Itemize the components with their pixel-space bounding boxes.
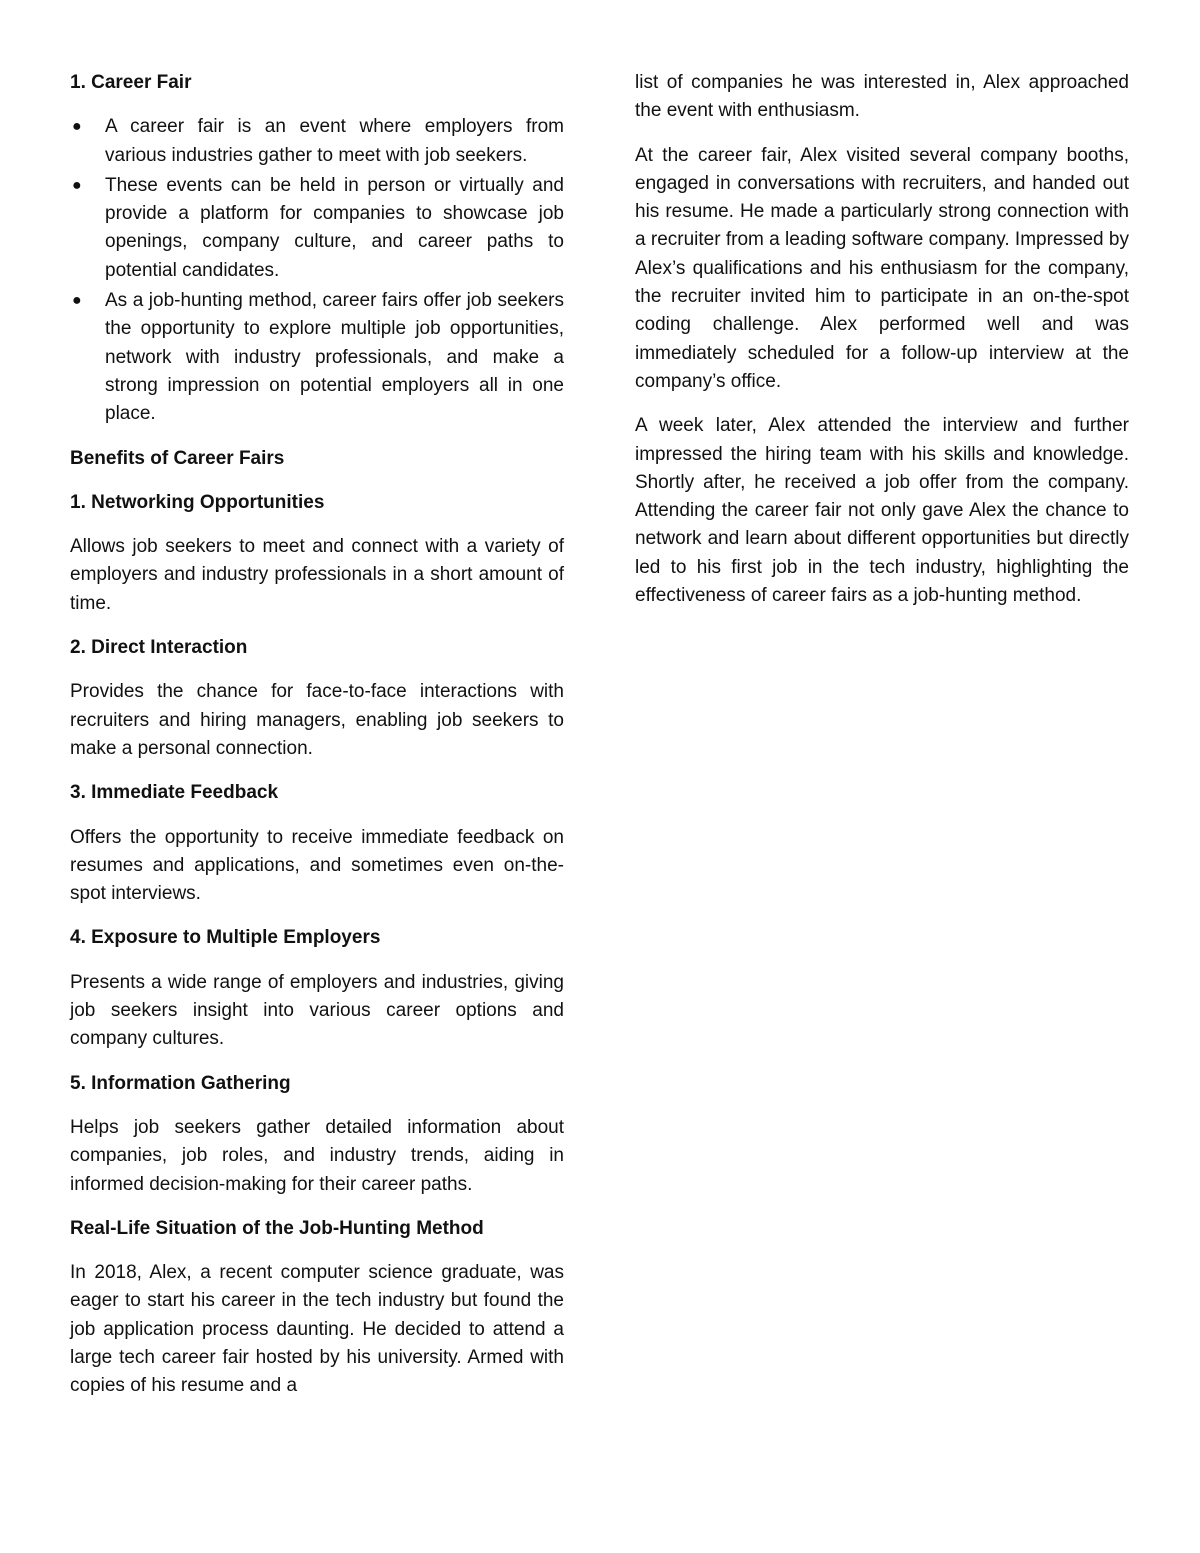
benefit-text-immediate-feedback: Offers the opportunity to receive immediate feedback on resumes and applications, and sometimes even on-the-spot interviews. xyxy=(70,826,564,905)
benefit-text-networking: Allows job seekers to meet and connect with a variety of employers and industry professionals in a short amount of time. xyxy=(70,536,564,614)
benefit-text-direct-interaction: Provides the chance for face-to-face interactions with recruiters and hiring managers, enabling job seekers to make a personal connection. xyxy=(70,681,564,759)
bullet-icon: ● xyxy=(72,292,82,310)
story-paragraph: list of companies he was interested in, Alex approached the event with enthusiasm. xyxy=(635,72,1129,122)
real-life-title: Real-Life Situation of the Job-Hunting Method xyxy=(70,1217,484,1239)
bullet-text: As a job-hunting method, career fairs offer job seekers the opportunity to explore multiple job opportunities, network with industry professionals, and make a strong impression on potential employers all in one place. xyxy=(105,290,564,425)
right-column xyxy=(635,69,1129,626)
bullet-icon: ● xyxy=(72,176,82,194)
bullet-text: These events can be held in person or virtually and provide a platform for companies to showcase job openings, company culture, and career paths to potential candidates. xyxy=(105,174,564,281)
benefit-heading-exposure: 4. Exposure to Multiple Employers xyxy=(70,927,381,949)
list-item xyxy=(70,113,564,170)
story-paragraph: At the career fair, Alex visited several company booths, engaged in conversations with recruiters, and handed out his resume. He made a particularly strong connection with a recruiter from a leading software company. Impressed by Alex’s qualifications and his enthusiasm for the company, the recruiter invited him to participate in an on-the-spot coding challenge. Alex performed well and was immediately scheduled for a follow-up interview at the company’s office. xyxy=(635,144,1129,392)
benefits-title: Benefits of Career Fairs xyxy=(70,447,285,469)
story-paragraph: A week later, Alex attended the interview and further impressed the hiring team with his skills and knowledge. Shortly after, he received a job offer from the company. Attending the career fair not only gave Alex the chance to network and learn about different opportunities but directly led to his first job in the tech industry, highlighting the effectiveness of career fairs as a job-hunting method. xyxy=(635,415,1129,607)
list-item xyxy=(70,287,564,428)
bullet-icon: ● xyxy=(72,118,82,136)
benefit-text-exposure: Presents a wide range of employers and industries, giving job seekers insight into various career options and company cultures. xyxy=(70,971,564,1050)
bullet-list xyxy=(70,113,564,428)
left-column xyxy=(70,69,564,1417)
benefit-heading-networking: 1. Networking Opportunities xyxy=(70,491,325,513)
list-item xyxy=(70,172,564,285)
benefit-heading-information-gathering: 5. Information Gathering xyxy=(70,1072,291,1094)
real-life-intro: In 2018, Alex, a recent computer science graduate, was eager to start his career in the tech industry but found the job application process daunting. He decided to attend a large tech career fair hosted by his university. Armed with copies of his resume and a xyxy=(70,1262,564,1397)
benefit-heading-direct-interaction: 2. Direct Interaction xyxy=(70,637,248,659)
benefit-text-information-gathering: Helps job seekers gather detailed information about companies, job roles, and industry trends, aiding in informed decision-making for their career paths. xyxy=(70,1116,564,1195)
section-title: 1. Career Fair xyxy=(70,72,192,93)
bullet-text: A career fair is an event where employers from various industries gather to meet with job seekers. xyxy=(105,116,564,166)
benefit-heading-immediate-feedback: 3. Immediate Feedback xyxy=(70,782,279,804)
